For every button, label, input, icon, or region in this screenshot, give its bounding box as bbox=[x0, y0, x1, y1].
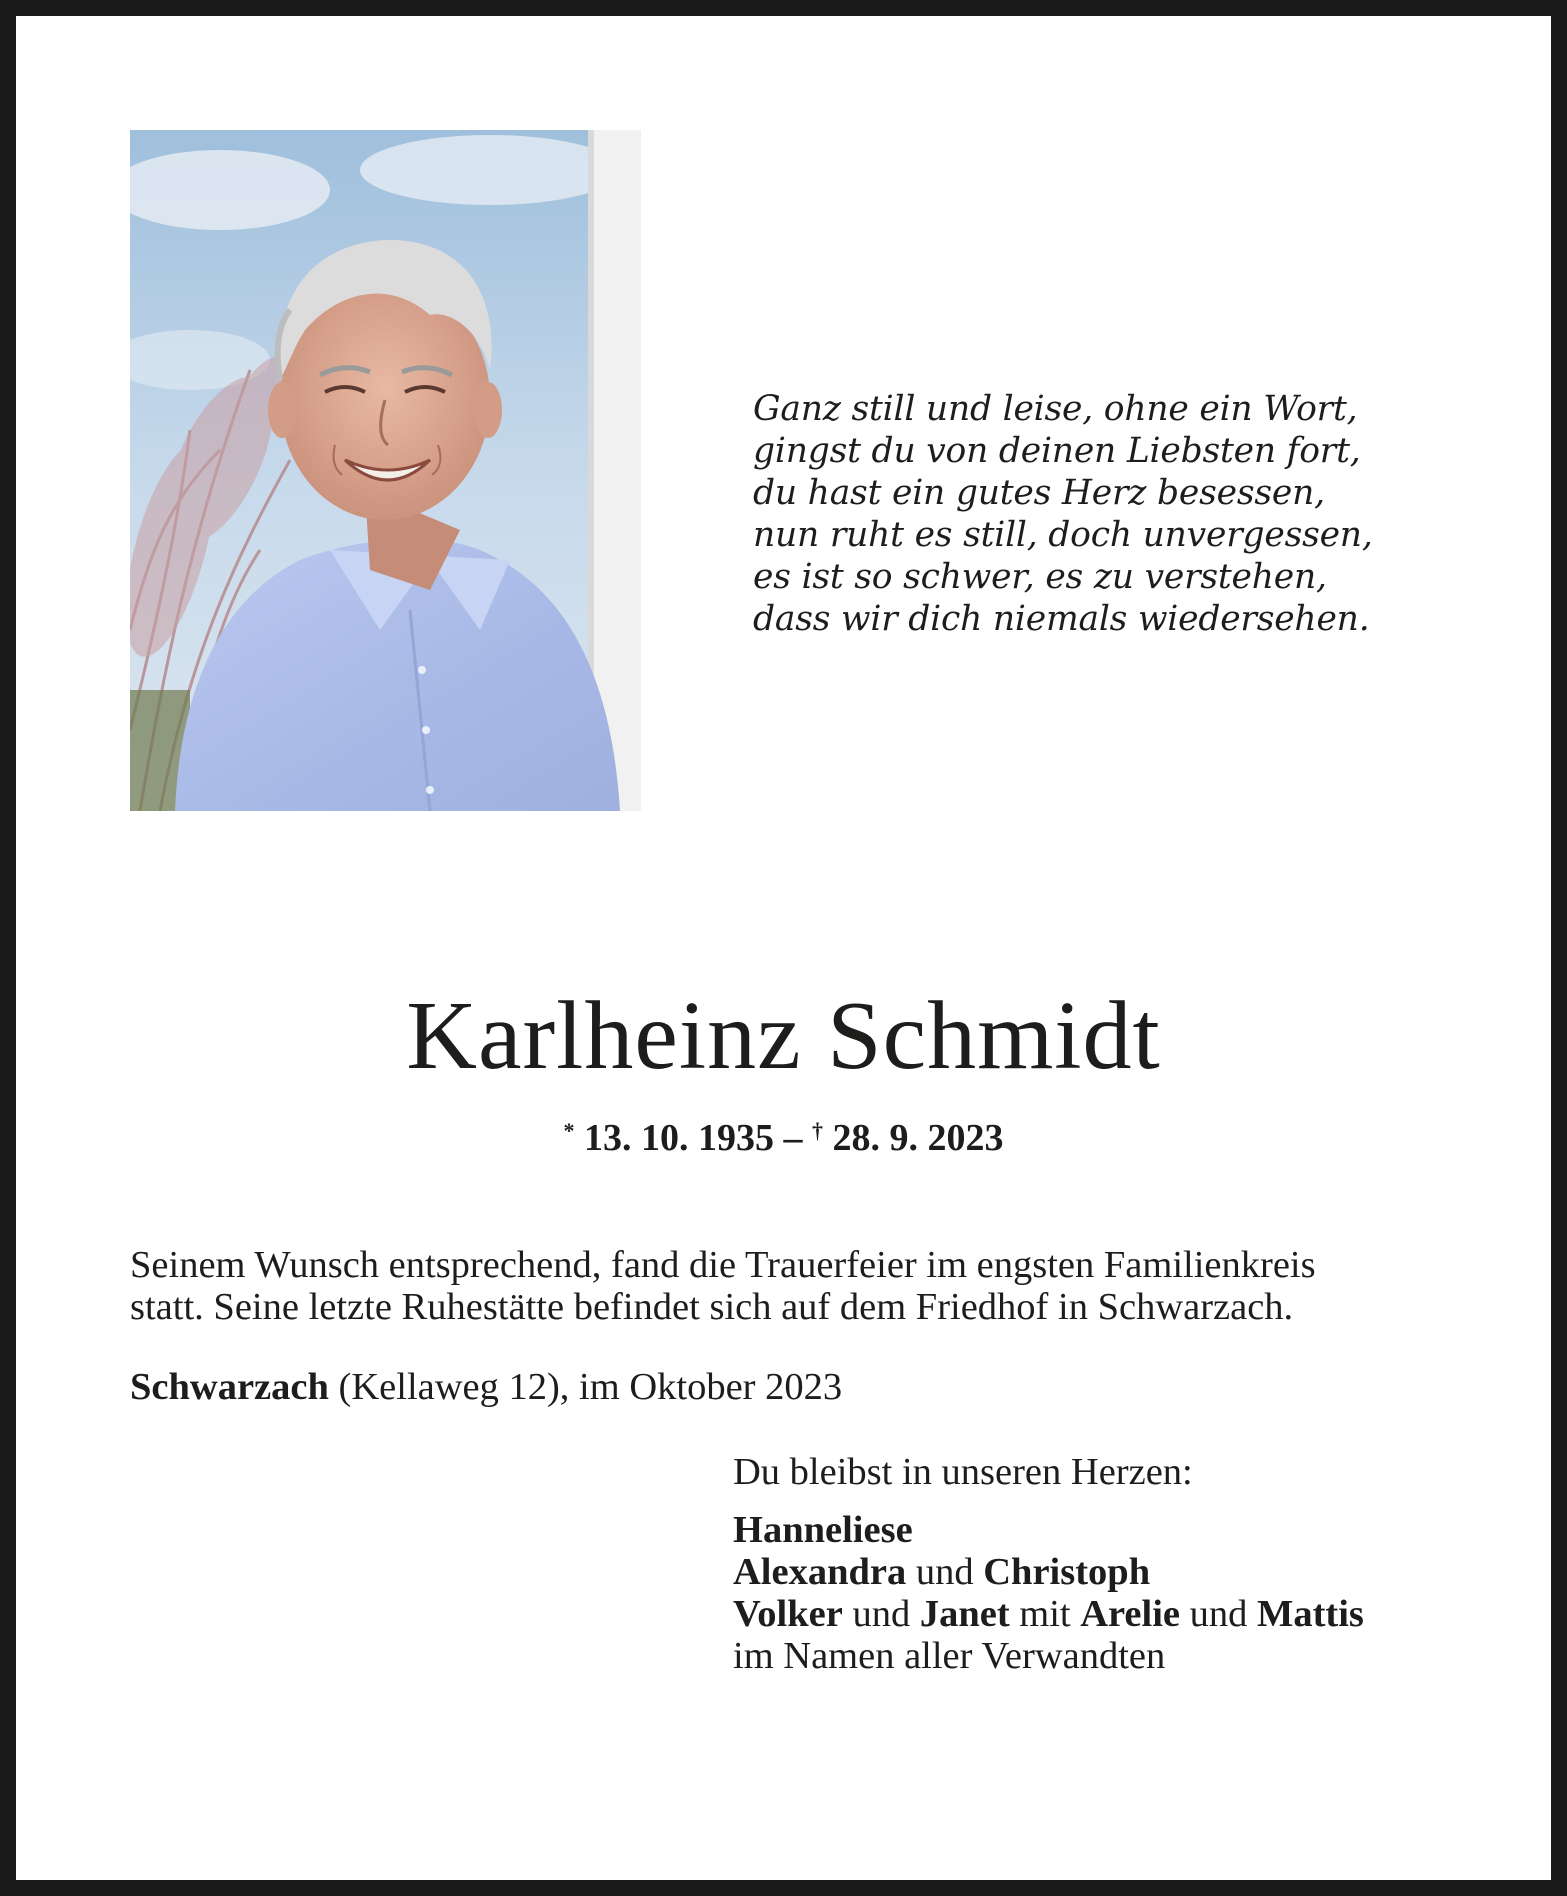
memorial-poem bbox=[753, 388, 1373, 640]
poem-line: es ist so schwer, es zu verstehen, bbox=[753, 557, 1327, 597]
death-date: 28. 9. 2023 bbox=[832, 1117, 1004, 1159]
poem-line: du hast ein gutes Herz besessen, bbox=[753, 473, 1325, 513]
obituary-page bbox=[16, 16, 1551, 1880]
family-member: Volker bbox=[733, 1593, 843, 1635]
poem-line: nun ruht es still, doch unvergessen, bbox=[753, 515, 1373, 555]
conjunction: mit bbox=[1009, 1593, 1081, 1635]
family-row bbox=[733, 1551, 1364, 1593]
family-closing: im Namen aller Verwandten bbox=[733, 1635, 1166, 1677]
birth-date: 13. 10. 1935 bbox=[584, 1117, 774, 1159]
poem-line: Ganz still und leise, ohne ein Wort, bbox=[753, 389, 1358, 429]
portrait-illustration bbox=[130, 130, 641, 811]
date-separator: – bbox=[783, 1117, 803, 1159]
notice-line: Seinem Wunsch entsprechend, fand die Trauerfeier im engsten Familienkreis bbox=[130, 1244, 1316, 1286]
notice-line: statt. Seine letzte Ruhestätte befindet sich auf dem Friedhof in Schwarzach. bbox=[130, 1286, 1294, 1328]
family-member: Alexandra bbox=[733, 1551, 907, 1593]
conjunction: und bbox=[906, 1551, 984, 1593]
death-symbol: † bbox=[812, 1118, 823, 1143]
family-signature bbox=[733, 1451, 1364, 1677]
place-and-date bbox=[130, 1366, 842, 1408]
funeral-notice bbox=[130, 1244, 1460, 1328]
family-intro: Du bleibst in unseren Herzen: bbox=[733, 1451, 1193, 1493]
family-member: Hanneliese bbox=[733, 1509, 913, 1551]
family-row bbox=[733, 1593, 1364, 1635]
life-dates bbox=[16, 1116, 1551, 1160]
family-member: Janet bbox=[919, 1593, 1010, 1635]
family-row bbox=[733, 1509, 1364, 1551]
place-town: Schwarzach bbox=[130, 1366, 329, 1408]
family-member: Mattis bbox=[1257, 1593, 1364, 1635]
place-details: (Kellaweg 12), im Oktober 2023 bbox=[328, 1366, 843, 1408]
deceased-name: Karlheinz Schmidt bbox=[406, 982, 1161, 1090]
birth-symbol: * bbox=[563, 1118, 575, 1143]
conjunction: und bbox=[1180, 1593, 1257, 1635]
poem-line: gingst du von deinen Liebsten fort, bbox=[753, 431, 1361, 471]
family-member: Christoph bbox=[983, 1551, 1151, 1593]
portrait-photo bbox=[130, 130, 641, 811]
family-member: Arelie bbox=[1080, 1593, 1180, 1635]
poem-line: dass wir dich niemals wiedersehen. bbox=[753, 599, 1370, 639]
conjunction: und bbox=[842, 1593, 920, 1635]
